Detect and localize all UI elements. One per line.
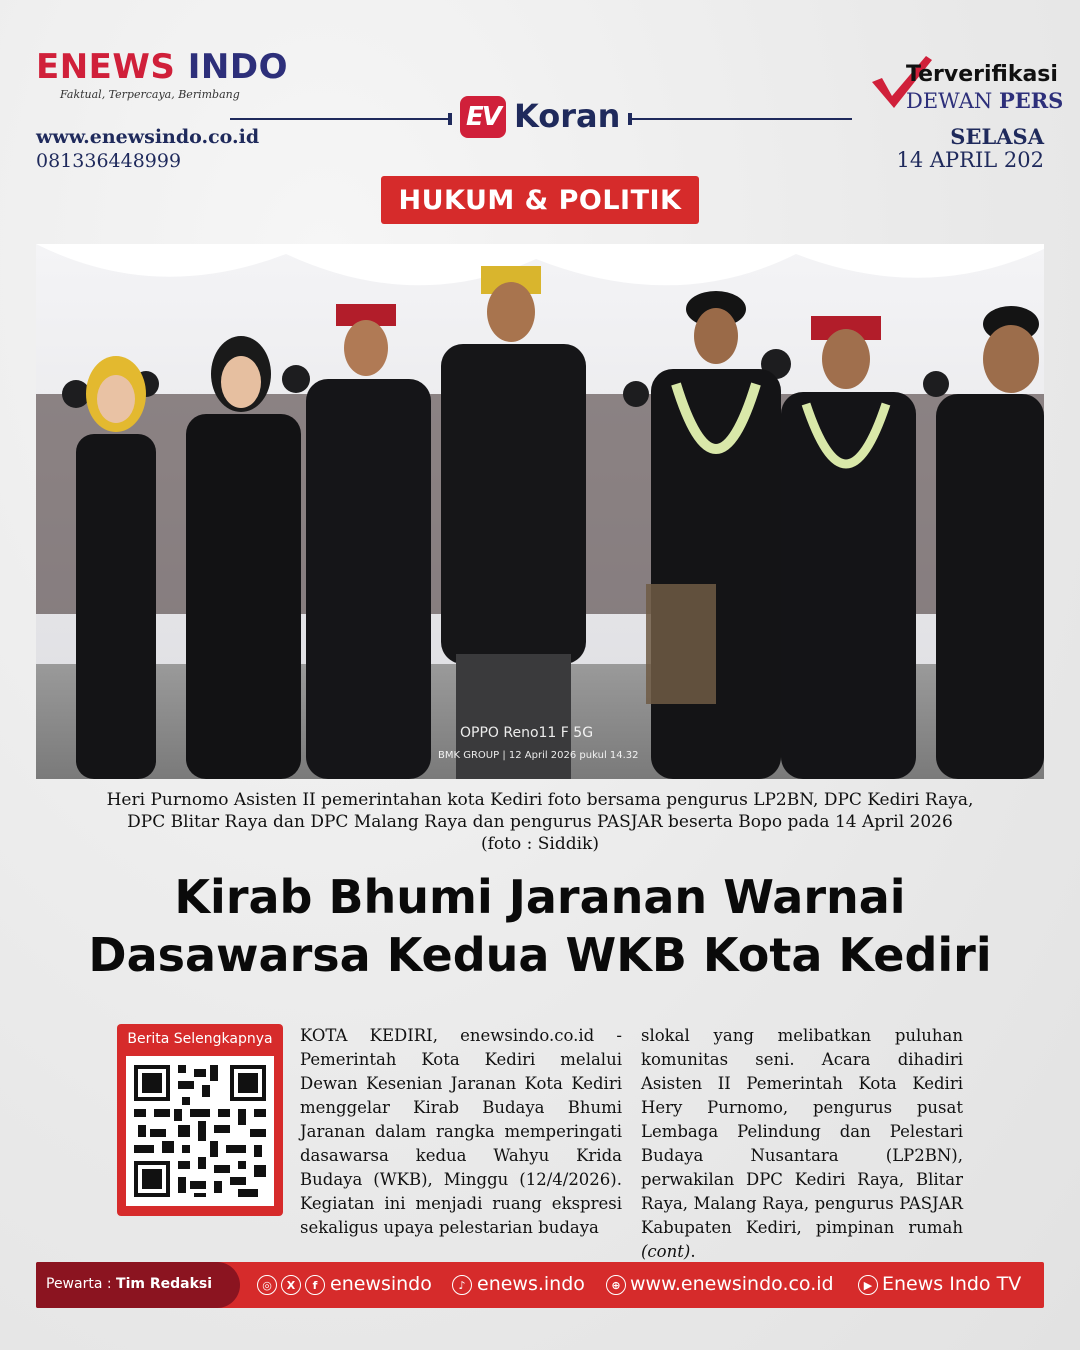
press-council-part1: DEWAN xyxy=(906,89,993,113)
press-council-label xyxy=(906,88,1063,113)
article-column-2 xyxy=(641,1024,963,1264)
header-rule-left xyxy=(230,118,452,120)
tiktok-handle[interactable]: enews.indo xyxy=(477,1273,585,1295)
issue-day: SELASA xyxy=(950,124,1044,149)
caption-credit: (foto : Siddik) xyxy=(481,834,599,854)
qr-label: Berita Selengkapnya xyxy=(127,1031,273,1047)
header-phone: 081336448999 xyxy=(36,150,182,172)
reporter-name: Tim Redaksi xyxy=(116,1276,213,1292)
header-rule-cap-left xyxy=(448,113,452,125)
ev-logo-icon: EV xyxy=(460,96,506,138)
article-column-1: KOTA KEDIRI, enewsindo.co.id - Pemerintah Kota Kediri melalui Dewan Kesenian Jaranan Kota Kediri menggelar Kirab Budaya Bhumi Jaranan dalam rangka memperingati dasawarsa kedua Wahyu Krida Budaya (WKB), Minggu (12/4/2026). Kegiatan ini menjadi ruang ekspresi sekaligus upaya pelestarian budaya xyxy=(300,1026,622,1237)
verified-label: Terverifikasi xyxy=(906,62,1058,87)
instagram-icon[interactable]: ◎ xyxy=(257,1275,277,1295)
footer-website[interactable]: www.enewsindo.co.id xyxy=(630,1273,834,1295)
header-rule-cap-right xyxy=(628,113,632,125)
headline-line: Dasawarsa Kedua WKB Kota Kediri xyxy=(88,928,992,982)
photo-watermark-device: OPPO Reno11 F 5G xyxy=(460,725,594,741)
header-website[interactable]: www.enewsindo.co.id xyxy=(36,126,260,148)
article-column-2-text: slokal yang melibatkan puluhan komunitas seni. Acara dihadiri Asisten II Pemerintah Kota Kediri Hery Purnomo, pengurus pusat Lembaga Pelindung dan Pelestari Budaya Nusantara (LP2BN), perwakilan DPC Kediri Raya, Blitar Raya, Malang Raya, pengurus PASJAR Kabupaten Kediri, pimpinan rumah xyxy=(641,1026,963,1237)
youtube-channel[interactable]: Enews Indo TV xyxy=(882,1273,1022,1295)
brand-tagline: Faktual, Terpercaya, Berimbang xyxy=(60,88,240,101)
globe-icon[interactable]: ⊕ xyxy=(606,1275,626,1295)
category-badge: HUKUM & POLITIK xyxy=(381,176,699,224)
header-rule-right xyxy=(630,118,852,120)
photo-illustration xyxy=(36,244,1044,779)
reporter-label: Pewarta : xyxy=(46,1276,112,1292)
caption-line: Heri Purnomo Asisten II pemerintahan kota Kediri foto bersama pengurus LP2BN, DPC Kediri Raya, xyxy=(106,790,974,810)
tiktok-icon[interactable]: ♪ xyxy=(452,1275,472,1295)
photo-caption xyxy=(40,789,1040,855)
youtube-icon[interactable]: ▶ xyxy=(858,1275,878,1295)
headline-line: Kirab Bhumi Jaranan Warnai xyxy=(174,870,906,924)
issue-date: 14 APRIL 202 xyxy=(896,148,1044,172)
caption-line: DPC Blitar Raya dan DPC Malang Raya dan pengurus PASJAR beserta Bopo pada 14 April 2026 xyxy=(127,812,953,832)
section-label: Koran xyxy=(514,97,621,135)
photo-watermark-info: BMK GROUP | 12 April 2026 pukul 14.32 xyxy=(438,750,639,761)
facebook-icon[interactable]: f xyxy=(305,1275,325,1295)
article-photo xyxy=(36,244,1044,779)
continued-marker[interactable]: (cont) xyxy=(641,1242,691,1261)
article-headline xyxy=(30,868,1050,984)
qr-code-icon[interactable] xyxy=(126,1056,274,1206)
reporter-credit xyxy=(46,1276,212,1292)
brand-name-part1: ENEWS xyxy=(36,47,176,87)
x-icon[interactable]: X xyxy=(281,1275,301,1295)
column-end-punct: . xyxy=(690,1242,696,1261)
brand-name-part2: INDO xyxy=(187,47,288,87)
press-council-part2: PERS xyxy=(998,88,1064,113)
social-handle[interactable]: enewsindo xyxy=(330,1273,432,1295)
brand-logo xyxy=(36,47,288,87)
